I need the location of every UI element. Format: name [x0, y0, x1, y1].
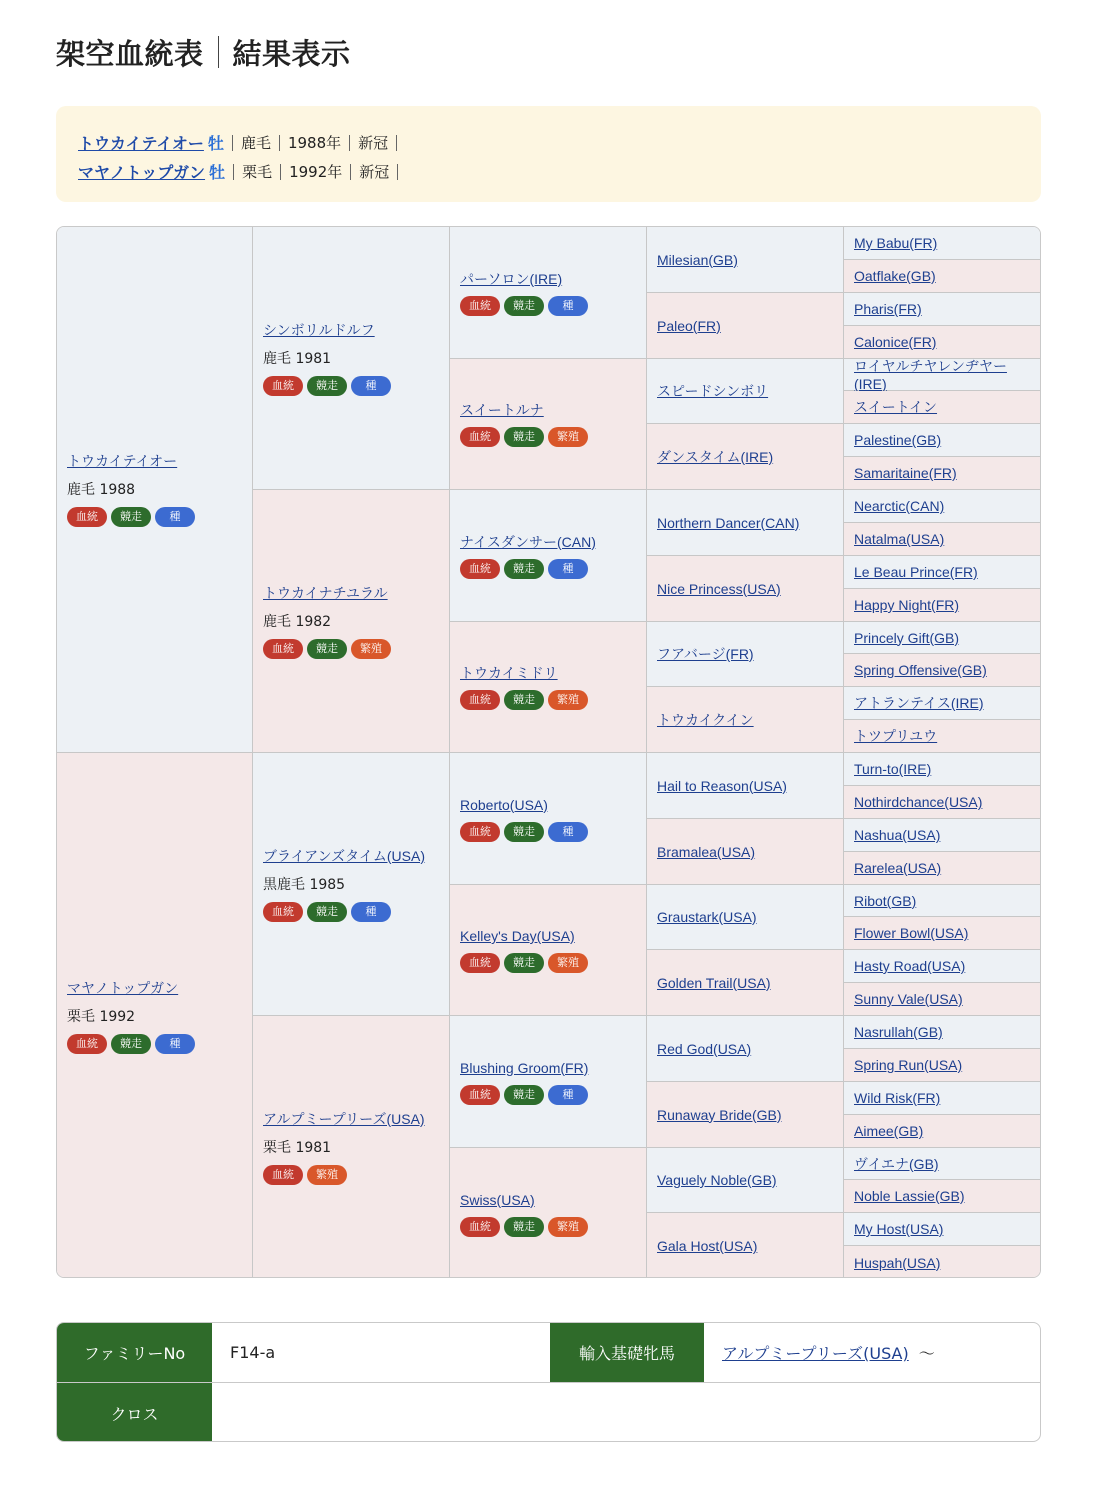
pedigree-cell-gen5: [844, 391, 1041, 424]
pedigree-cell-gen5: [844, 1180, 1041, 1213]
badge-kyoso[interactable]: 競走: [504, 690, 544, 710]
horse-name-link[interactable]: Bramalea(USA): [657, 843, 756, 860]
horse-name-link[interactable]: マヤノトップガン: [67, 979, 179, 996]
pedigree-cell-gen5: [844, 1213, 1041, 1246]
badge-ketto[interactable]: 血統: [263, 902, 303, 922]
horse-name-link[interactable]: Princely Gift(GB): [854, 629, 960, 646]
badge-kyoso[interactable]: 競走: [504, 822, 544, 842]
pedigree-cell-gen5: [844, 1082, 1041, 1115]
horse-name-link[interactable]: トウカイクイン: [657, 711, 754, 728]
horse-name-link[interactable]: ダンスタイム(IRE): [657, 448, 774, 465]
horse-name-link[interactable]: ロイヤルチヤレンヂヤー(IRE): [854, 357, 1007, 392]
horse-coat-year: 鹿毛 1988: [67, 482, 136, 498]
badge-group: [263, 639, 439, 659]
badge-ketto[interactable]: 血統: [460, 690, 500, 710]
pedigree-cell-gen3: [450, 1148, 647, 1278]
badge-ketto[interactable]: 血統: [263, 376, 303, 396]
pedigree-cell-gen5: [844, 523, 1041, 556]
badge-group: [460, 953, 636, 973]
badge-group: [460, 1085, 636, 1105]
horse-name-link[interactable]: Graustark(USA): [657, 909, 757, 925]
horse-name-link[interactable]: Huspah(USA): [854, 1254, 941, 1271]
cross-value: [212, 1383, 1041, 1442]
pedigree-cell-gen3: [450, 1016, 647, 1148]
pedigree-cell-gen4: [647, 1082, 844, 1148]
pedigree-cell-gen3: [450, 622, 647, 753]
pedigree-cell-gen5: [844, 457, 1041, 490]
badge-ketto[interactable]: 血統: [263, 639, 303, 659]
pedigree-cell-gen4: [647, 885, 844, 950]
pedigree-cell-gen3: [450, 885, 647, 1016]
pedigree-cell-gen2: [253, 227, 450, 490]
horse-name-link[interactable]: ヴイエナ(GB): [854, 1155, 939, 1172]
summary-row: [78, 128, 1019, 157]
badge-ketto[interactable]: 血統: [460, 559, 500, 579]
badge-group: [67, 1034, 242, 1054]
pedigree-cell-gen5: [844, 490, 1041, 523]
pedigree-cell-gen5: [844, 1246, 1041, 1278]
pedigree-cell-gen4: [647, 293, 844, 359]
pedigree-cell-gen4: [647, 950, 844, 1016]
summary-year: 1992年: [272, 161, 342, 182]
badge-ketto[interactable]: 血統: [460, 1217, 500, 1237]
horse-name-link[interactable]: Vaguely Noble(GB): [657, 1172, 777, 1188]
horse-name-link[interactable]: Blushing Groom(FR): [460, 1059, 589, 1076]
horse-name-link[interactable]: トウカイテイオー: [67, 453, 178, 469]
pedigree-cell-gen4: [647, 556, 844, 622]
badge-kyoso[interactable]: 競走: [504, 953, 544, 973]
horse-coat-year: 栗毛 1992: [67, 1008, 136, 1025]
pedigree-cell-gen4: [647, 490, 844, 556]
pedigree-cell-gen4: [647, 359, 844, 424]
pedigree-cell-gen3: [450, 490, 647, 622]
page-title-sub: 結果表示: [232, 36, 351, 71]
horse-name-link[interactable]: Turn-to(IRE): [854, 761, 932, 777]
pedigree-cell-gen5: [844, 852, 1041, 885]
family-no-label: ファミリーNo: [57, 1323, 212, 1382]
badge-kyoso[interactable]: 競走: [307, 902, 347, 922]
badge-kyoso[interactable]: 競走: [111, 1034, 151, 1054]
page-title-main: 架空血統表: [56, 36, 204, 71]
horse-coat-year: 鹿毛 1982: [263, 613, 332, 630]
badge-kyoso[interactable]: 競走: [504, 296, 544, 316]
horse-name-link[interactable]: Flower Bowl(USA): [854, 925, 969, 941]
pedigree-cell-gen4: [647, 1016, 844, 1082]
horse-name-link[interactable]: ブライアンズタイム(USA): [263, 847, 426, 864]
horse-name-link[interactable]: Golden Trail(USA): [657, 974, 771, 991]
horse-name-link[interactable]: Nashua(USA): [854, 827, 941, 843]
horse-name-link[interactable]: スイートイン: [854, 399, 938, 415]
badge-group: [460, 822, 636, 842]
horse-name-link[interactable]: My Babu(FR): [854, 235, 938, 251]
pedigree-cell-gen4: [647, 753, 844, 819]
pedigree-cell-gen1: [57, 753, 253, 1278]
horse-name-link[interactable]: My Host(USA): [854, 1221, 944, 1237]
horse-name-link[interactable]: Runaway Bride(GB): [657, 1106, 782, 1123]
horse-name-link[interactable]: ナイスダンサー(CAN): [460, 533, 596, 550]
pedigree-cell-gen5: [844, 1148, 1041, 1180]
badge-shu[interactable]: 種: [155, 1034, 195, 1054]
pedigree-cell-gen5: [844, 983, 1041, 1016]
horse-name-link[interactable]: Nothirdchance(USA): [854, 794, 983, 810]
summary-year: 1988年: [271, 132, 341, 153]
pedigree-cell-gen5: [844, 293, 1041, 326]
pedigree-cell-gen1: [57, 227, 253, 753]
badge-hanshoku[interactable]: 繁殖: [548, 953, 588, 973]
badge-ketto[interactable]: 血統: [263, 1165, 303, 1185]
pedigree-cell-gen5: [844, 359, 1041, 391]
pedigree-cell-gen5: [844, 917, 1041, 950]
page-title: [56, 32, 351, 72]
badge-kyoso[interactable]: 競走: [504, 1085, 544, 1105]
summary-status: 新冠: [341, 132, 405, 153]
badge-kyoso[interactable]: 競走: [307, 376, 347, 396]
pedigree-cell-gen5: [844, 227, 1041, 260]
badge-group: [263, 376, 439, 396]
summary-sex: 牡: [209, 163, 226, 182]
badge-shu[interactable]: 種: [548, 822, 588, 842]
horse-name-link[interactable]: Kelley's Day(USA): [460, 928, 575, 944]
horse-name-link[interactable]: Le Beau Prince(FR): [854, 564, 978, 580]
horse-coat-year: 栗毛 1981: [263, 1140, 332, 1156]
badge-ketto[interactable]: 血統: [460, 822, 500, 842]
summary-coat: 栗毛: [225, 161, 272, 182]
badge-hanshoku[interactable]: 繁殖: [548, 1217, 588, 1237]
horse-name-link[interactable]: Calonice(FR): [854, 334, 937, 350]
horse-name-link[interactable]: トツプリユウ: [854, 728, 938, 744]
horse-name-link[interactable]: Swiss(USA): [460, 1191, 535, 1208]
import-mare-suffix: ～: [918, 1344, 935, 1363]
horse-name-link[interactable]: Aimee(GB): [854, 1123, 924, 1139]
pedigree-table: [56, 226, 1041, 1278]
badge-ketto[interactable]: 血統: [460, 296, 500, 316]
pedigree-cell-gen3: [450, 227, 647, 359]
badge-hanshoku[interactable]: 繁殖: [307, 1165, 347, 1185]
horse-name-link[interactable]: スイートルナ: [460, 402, 544, 418]
horse-name-link[interactable]: Hail to Reason(USA): [657, 777, 787, 794]
horse-name-link[interactable]: Oatflake(GB): [854, 268, 936, 284]
horse-summary: [56, 106, 1041, 202]
family-no-value: F14-a: [230, 1343, 276, 1362]
pedigree-cell-gen5: [844, 687, 1041, 720]
badge-group: [460, 559, 636, 579]
pedigree-cell-gen5: [844, 326, 1041, 359]
summary-horse-link[interactable]: マヤノトップガン: [78, 163, 206, 182]
summary-horse-link[interactable]: トウカイテイオー: [78, 134, 204, 153]
pedigree-cell-gen5: [844, 1115, 1041, 1148]
pedigree-cell-gen5: [844, 819, 1041, 852]
badge-kyoso[interactable]: 競走: [307, 639, 347, 659]
title-divider: [218, 36, 219, 68]
badge-shu[interactable]: 種: [351, 902, 391, 922]
horse-name-link[interactable]: Samaritaine(FR): [854, 465, 957, 481]
badge-ketto[interactable]: 血統: [67, 507, 107, 527]
horse-name-link[interactable]: Red God(USA): [657, 1040, 752, 1057]
horse-name-link[interactable]: Nasrullah(GB): [854, 1024, 943, 1040]
pedigree-cell-gen3: [450, 753, 647, 885]
pedigree-cell-gen2: [253, 1016, 450, 1278]
horse-name-link[interactable]: Wild Risk(FR): [854, 1090, 941, 1106]
horse-name-link[interactable]: Natalma(USA): [854, 531, 945, 547]
badge-shu[interactable]: 種: [548, 296, 588, 316]
horse-name-link[interactable]: Rarelea(USA): [854, 860, 942, 876]
badge-group: [460, 427, 636, 447]
badge-kyoso[interactable]: 競走: [504, 559, 544, 579]
badge-shu[interactable]: 種: [548, 559, 588, 579]
badge-ketto[interactable]: 血統: [67, 1034, 107, 1054]
pedigree-cell-gen5: [844, 753, 1041, 786]
horse-name-link[interactable]: スピードシンボリ: [657, 383, 769, 399]
horse-name-link[interactable]: Pharis(FR): [854, 301, 922, 317]
import-mare-value: [704, 1323, 1041, 1382]
horse-name-link[interactable]: Hasty Road(USA): [854, 958, 966, 974]
badge-group: [460, 1217, 636, 1237]
horse-name-link[interactable]: パーソロン(IRE): [460, 270, 563, 287]
pedigree-cell-gen5: [844, 1016, 1041, 1049]
horse-name-link[interactable]: Milesian(GB): [657, 251, 738, 268]
horse-name-link[interactable]: Ribot(GB): [854, 892, 917, 909]
horse-name-link[interactable]: アトランテイス(IRE): [854, 695, 984, 711]
pedigree-cell-gen5: [844, 1049, 1041, 1082]
horse-name-link[interactable]: Nearctic(CAN): [854, 498, 945, 514]
horse-name-link[interactable]: フアバージ(FR): [657, 646, 754, 662]
pedigree-cell-gen3: [450, 359, 647, 490]
horse-name-link[interactable]: Gala Host(USA): [657, 1238, 758, 1254]
pedigree-cell-gen5: [844, 556, 1041, 589]
pedigree-cell-gen5: [844, 786, 1041, 819]
badge-hanshoku[interactable]: 繁殖: [548, 690, 588, 710]
badge-ketto[interactable]: 血統: [460, 953, 500, 973]
badge-ketto[interactable]: 血統: [460, 1085, 500, 1105]
pedigree-cell-gen4: [647, 819, 844, 885]
horse-name-link[interactable]: Palestine(GB): [854, 432, 942, 448]
badge-kyoso[interactable]: 競走: [504, 1217, 544, 1237]
horse-name-link[interactable]: トウカイミドリ: [460, 665, 558, 681]
summary-coat: 鹿毛: [224, 132, 271, 153]
horse-name-link[interactable]: アルプミープリーズ(USA): [263, 1111, 425, 1127]
badge-shu[interactable]: 種: [155, 507, 195, 527]
pedigree-cell-gen2: [253, 490, 450, 753]
import-mare-label: 輸入基礎牝馬: [550, 1323, 704, 1382]
horse-name-link[interactable]: Paleo(FR): [657, 317, 721, 334]
badge-hanshoku[interactable]: 繁殖: [351, 639, 391, 659]
horse-name-link[interactable]: Spring Offensive(GB): [854, 662, 987, 678]
horse-name-link[interactable]: Sunny Vale(USA): [854, 991, 963, 1007]
badge-group: [460, 296, 636, 316]
badge-group: [460, 690, 636, 710]
horse-name-link[interactable]: Nice Princess(USA): [657, 580, 781, 597]
badge-shu[interactable]: 種: [548, 1085, 588, 1105]
badge-kyoso[interactable]: 競走: [504, 427, 544, 447]
family-info-table: [56, 1322, 1041, 1442]
pedigree-cell-gen4: [647, 1148, 844, 1213]
horse-name-link[interactable]: トウカイナチユラル: [263, 584, 388, 601]
pedigree-cell-gen4: [647, 687, 844, 753]
badge-group: [263, 1165, 439, 1185]
horse-name-link[interactable]: Happy Night(FR): [854, 597, 960, 613]
summary-sex: 牡: [207, 134, 224, 153]
pedigree-cell-gen5: [844, 885, 1041, 917]
pedigree-cell-gen5: [844, 654, 1041, 687]
pedigree-cell-gen5: [844, 950, 1041, 983]
pedigree-cell-gen5: [844, 622, 1041, 654]
pedigree-cell-gen4: [647, 227, 844, 293]
badge-kyoso[interactable]: 競走: [111, 507, 151, 527]
pedigree-cell-gen5: [844, 589, 1041, 622]
pedigree-cell-gen4: [647, 622, 844, 687]
pedigree-cell-gen4: [647, 424, 844, 490]
cross-label: クロス: [57, 1383, 212, 1442]
badge-shu[interactable]: 種: [351, 376, 391, 396]
badge-ketto[interactable]: 血統: [460, 427, 500, 447]
horse-coat-year: 鹿毛 1981: [263, 350, 332, 367]
horse-name-link[interactable]: Noble Lassie(GB): [854, 1188, 965, 1204]
pedigree-cell-gen5: [844, 424, 1041, 457]
pedigree-cell-gen5: [844, 720, 1041, 753]
pedigree-cell-gen2: [253, 753, 450, 1016]
horse-name-link[interactable]: Northern Dancer(CAN): [657, 514, 800, 531]
pedigree-cell-gen5: [844, 260, 1041, 293]
summary-status: 新冠: [342, 161, 406, 182]
horse-name-link[interactable]: シンボリルドルフ: [263, 321, 375, 338]
import-mare-link[interactable]: アルプミープリーズ(USA): [722, 1344, 909, 1363]
badge-group: [263, 902, 439, 922]
pedigree-cell-gen4: [647, 1213, 844, 1278]
badge-hanshoku[interactable]: 繁殖: [548, 427, 588, 447]
horse-name-link[interactable]: Spring Run(USA): [854, 1057, 963, 1073]
horse-coat-year: 黒鹿毛 1985: [263, 876, 346, 893]
summary-row: [78, 157, 1019, 186]
horse-name-link[interactable]: Roberto(USA): [460, 796, 548, 813]
badge-group: [67, 507, 242, 527]
